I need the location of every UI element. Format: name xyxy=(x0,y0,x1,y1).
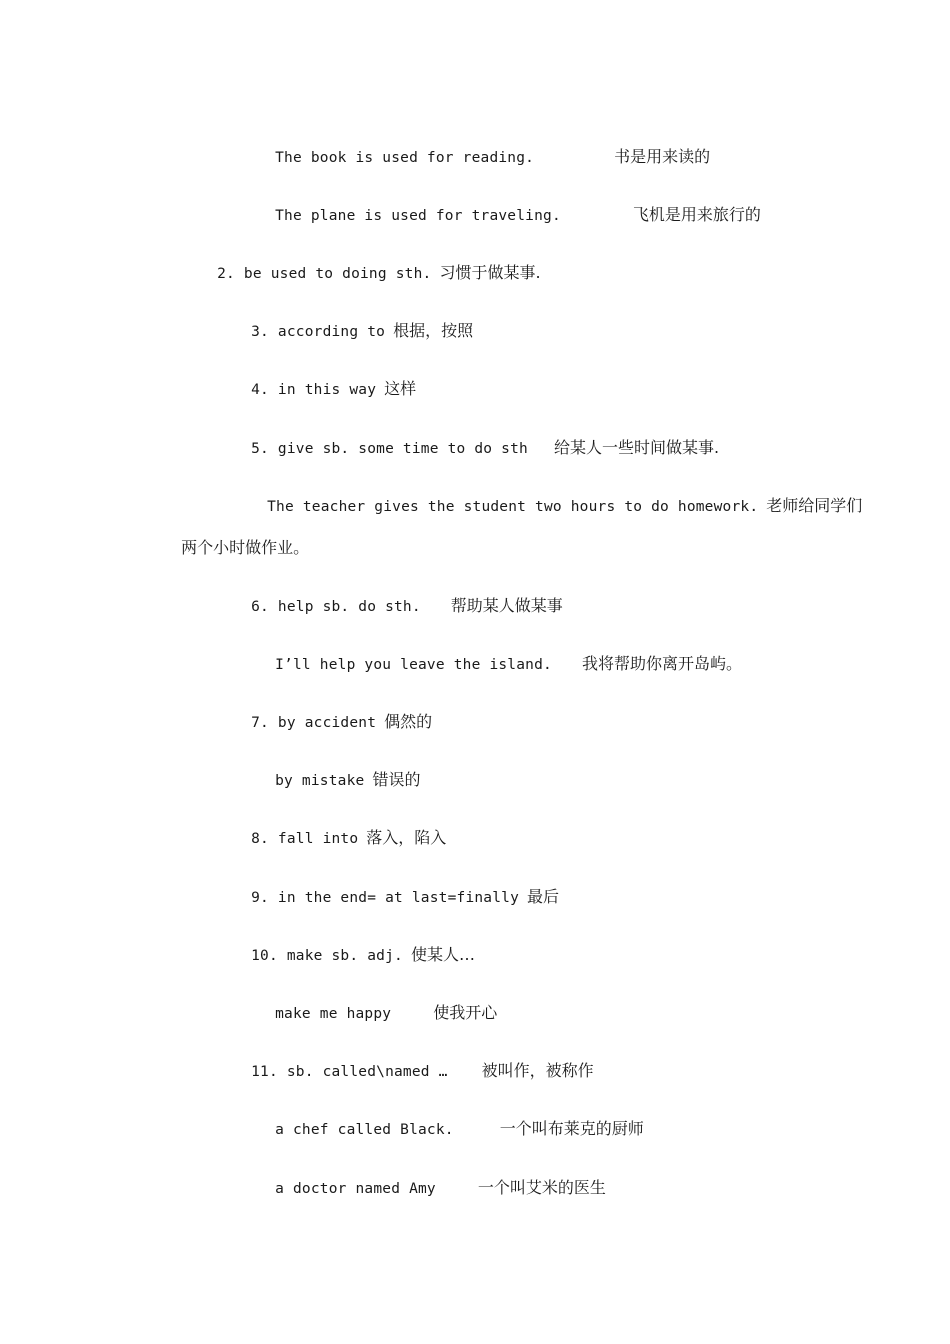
english-text: 6. help sb. do sth. xyxy=(251,599,421,615)
english-text: The book is used for reading. xyxy=(275,150,535,166)
example-line-mistake xyxy=(239,750,420,811)
chinese-text: 我将帮助你离开岛屿。 xyxy=(581,654,742,673)
phrase-item-4 xyxy=(215,359,416,420)
chinese-text: 错误的 xyxy=(372,770,421,789)
chinese-text: 根据，按照 xyxy=(393,321,474,340)
english-text: 11. sb. called\named … xyxy=(251,1064,448,1080)
phrase-item-6 xyxy=(215,576,563,637)
example-line-island xyxy=(239,634,742,695)
chinese-text: 使我开心 xyxy=(433,1003,498,1022)
english-text: The teacher gives the student two hours to do homework. xyxy=(267,499,759,515)
english-text: 4. in this way xyxy=(251,382,377,398)
english-text: a chef called Black. xyxy=(275,1122,454,1138)
phrase-item-7 xyxy=(215,692,432,753)
chinese-text: 给某人一些时间做某事. xyxy=(553,438,720,457)
english-text: 2. be used to doing sth. xyxy=(217,266,432,282)
phrase-item-8 xyxy=(215,808,446,869)
english-text: I’ll help you leave the island. xyxy=(275,657,552,673)
chinese-text: 一个叫布莱克的厨师 xyxy=(499,1119,644,1138)
chinese-text: 老师给同学们 xyxy=(766,496,863,515)
chinese-text: 偶然的 xyxy=(384,712,433,731)
phrase-item-11 xyxy=(215,1041,594,1102)
example-line-teacher-continued xyxy=(145,518,309,578)
chinese-text: 飞机是用来旅行的 xyxy=(632,205,761,224)
chinese-text: 书是用来读的 xyxy=(614,147,711,166)
chinese-text: 被叫作，被称作 xyxy=(481,1061,594,1080)
phrase-item-2 xyxy=(181,243,541,304)
example-line-doctor xyxy=(239,1158,606,1219)
example-line-happy xyxy=(239,983,497,1044)
phrase-item-3 xyxy=(215,301,473,362)
english-text: 9. in the end= at last=finally xyxy=(251,890,520,906)
phrase-item-9 xyxy=(215,867,559,928)
phrase-item-10 xyxy=(215,925,475,986)
english-text: a doctor named Amy xyxy=(275,1181,436,1197)
chinese-text: 习惯于做某事. xyxy=(439,263,541,282)
english-text: 10. make sb. adj. xyxy=(251,948,403,964)
chinese-text: 一个叫艾米的医生 xyxy=(477,1178,606,1197)
english-text: The plane is used for traveling. xyxy=(275,208,561,224)
example-line-plane xyxy=(239,185,761,246)
english-text: make me happy xyxy=(275,1006,392,1022)
chinese-text: 使某人… xyxy=(410,945,475,964)
english-text: 3. according to xyxy=(251,324,386,340)
example-line-teacher xyxy=(231,476,862,537)
english-text: by mistake xyxy=(275,773,365,789)
chinese-text: 这样 xyxy=(384,379,417,398)
chinese-text: 最后 xyxy=(527,887,560,906)
example-line-chef xyxy=(239,1099,644,1160)
chinese-text: 帮助某人做某事 xyxy=(450,596,563,615)
phrase-item-5 xyxy=(215,418,719,479)
english-text: 8. fall into xyxy=(251,831,359,847)
chinese-text: 两个小时做作业。 xyxy=(181,538,310,557)
example-line-book xyxy=(239,127,710,188)
english-text: 7. by accident xyxy=(251,715,377,731)
english-text: 5. give sb. some time to do sth xyxy=(251,441,528,457)
chinese-text: 落入，陷入 xyxy=(366,828,447,847)
